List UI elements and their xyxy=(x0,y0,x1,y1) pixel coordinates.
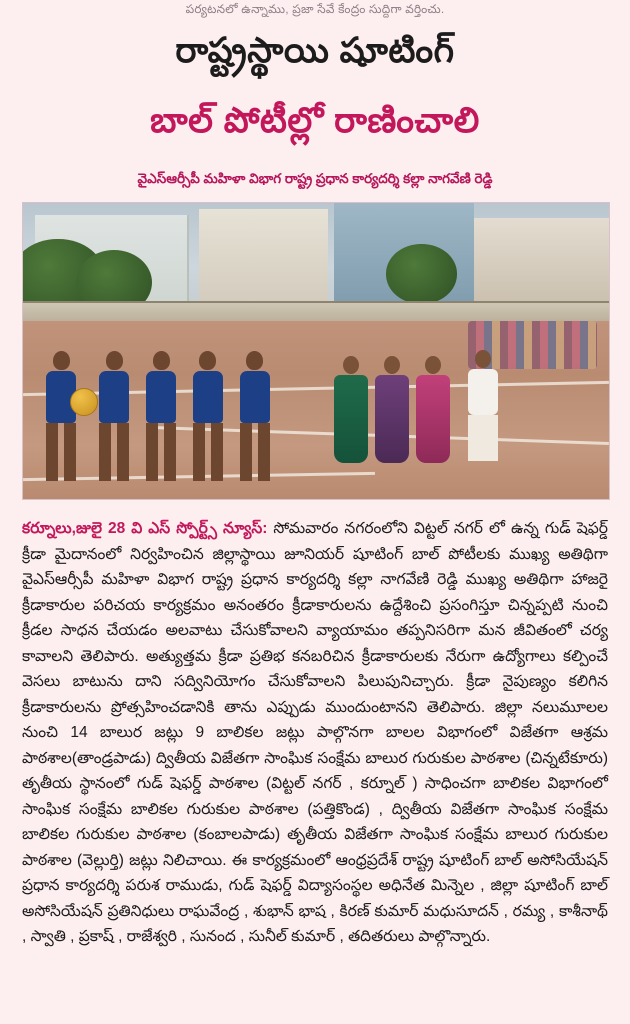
player-legs xyxy=(46,423,76,481)
guest-saree xyxy=(375,375,409,463)
photo-tree-3 xyxy=(386,244,456,303)
player-torso xyxy=(240,371,270,423)
article-dateline: కర్నూలు,జులై 28 వి ఎస్ స్పోర్ట్స్ న్యూస్: xyxy=(22,520,268,537)
player-torso xyxy=(193,371,223,423)
player-head xyxy=(153,351,170,370)
article-body-text: సోమవారం నగరంలోని విట్టల్ నగర్ లో ఉన్న గుడ్ షెఫర్డ్ క్రీడా మైదానంలో నిర్వహించిన జిల్లాస్థాయి జూనియర్ షూటింగ్ బాల్ పోటీలకు ముఖ్య అతిథిగా వైఎస్ఆర్సీపీ మహిళా విభాగ రాష్ట్ర ప్రధాన కార్యదర్శి కల్లా నాగవేణి రెడ్డి ముఖ్య అతిథిగా హాజరై క్రీడాకారుల పరిచయ కార్యక్రమం అనంతరం క్రీడాకారులను ఉద్దేశించి ప్రసంగిస్తూ చిన్నప్పటి నుంచి క్రీడల సాధన చేయడం అలవాటు చేసుకోవాలని వ్యాయామం తప్పనిసరిగా మన జీవితంలో చర్య కావాలని తెలిపారు. అత్యుత్తమ క్రీడా ప్రతిభ కనబరిచిన క్రీడాకారులకు నేరుగా ఉద్యోగాలు కల్పించే వెసలు బాటును దాని సద్వినియోగం చేసుకోవాలని పిలుపునిచ్చారు. క్రీడా నైపుణ్యం కలిగిన క్రీడాకారులను ప్రోత్సహించడానికి తాను ఎప్పుడు ముందుంటానని తెలిపారు. జిల్లా నలుమూలల నుంచి 14 బాలుర జట్లు 9 బాలికల జట్లు పాల్గొనగా బాలల విభాగంలో విజేతగా ఆశ్రమ పాఠశాల(తాండ్రపాడు) ద్వితీయ విజేతగా సాంఘిక సంక్షేమ బాలుర గురుకుల పాఠశాల (చిన్నటేకూరు) తృతీయ స్థానంలో గుడ్ షెఫర్డ్ పాఠశాల (విట్టల్ నగర్ , కర్నూల్ ) సాధించగా బాలికల విభాగంలో సాంఘిక సంక్షేమ బాలికల గురుకుల పాఠశాల (పత్తికొండ) , ద్వితీయ విజేతగా సాంఘిక సంక్షేమ బాలికల గురుకుల పాఠశాల (కంబాలపాడు) తృతీయ విజేతగా సాంఘిక సంక్షేమ బాలుర గురుకుల పాఠశాల (వెల్లుర్తి) జట్లు నిలిచాయి. ఈ కార్యక్రమంలో ఆంధ్రప్రదేశ్ రాష్ట్ర షూటింగ్ బాల్ అసోసియేషన్ ప్రధాన కార్యదర్శి పరుశ రాముడు, గుడ్ షెఫర్డ్ విద్యాసంస్థల అధినేత మిన్నెల , జిల్లా షూటింగ్ బాల్ అసోసియేషన్ ప్రతినిధులు రాఘవేంద్ర , శుభాన్ భాష , కిరణ్ కుమార్ మధుసూదన్ , రమ్య , కాశీనాథ్ , స్వాతి , ప్రకాష్ , రాజేశ్వరి , సునంద , సునీల్ కుమార్ , తదితరులు పాల్గొన్నారు. xyxy=(22,520,608,945)
photo-player-1 xyxy=(46,351,76,481)
guest-head xyxy=(425,356,441,374)
photo-player-4 xyxy=(193,351,223,481)
photo-guest-woman-2 xyxy=(375,356,409,463)
photo-shooting-ball xyxy=(70,388,98,416)
player-head xyxy=(246,351,263,370)
photo-player-5 xyxy=(240,351,270,481)
photo-guest-woman-1 xyxy=(334,356,368,463)
guest-saree xyxy=(416,375,450,463)
player-torso xyxy=(146,371,176,423)
headline-line-2: బాల్ పోటీల్లో రాణించాలి xyxy=(150,101,480,140)
player-head xyxy=(53,351,70,370)
guest-saree xyxy=(334,375,368,463)
player-head xyxy=(199,351,216,370)
photo-building-right xyxy=(474,218,609,307)
guest-dhoti xyxy=(468,415,498,461)
player-legs xyxy=(240,423,270,481)
top-cut-off-text: పర్యటనలో ఉన్నాము, ప్రజా సేవే కేంద్రం సుద్దిగా వర్తించు. xyxy=(185,2,445,16)
photo-guest-man xyxy=(468,350,498,461)
article-photo xyxy=(22,202,610,500)
sub-headline: వైఎస్ఆర్సీపీ మహిళా విభాగ రాష్ట్ర ప్రధాన కార్యదర్శి కల్లా నాగవేణి రెడ్డి xyxy=(137,171,493,186)
guest-head xyxy=(343,356,359,374)
guest-head xyxy=(475,350,491,368)
player-head xyxy=(106,351,123,370)
photo-player-3 xyxy=(146,351,176,481)
photo-compound-wall xyxy=(23,301,609,324)
guest-shirt xyxy=(468,369,498,415)
player-legs xyxy=(146,423,176,481)
photo-player-2 xyxy=(99,351,129,481)
player-legs xyxy=(193,423,223,481)
player-legs xyxy=(99,423,129,481)
photo-guest-woman-3 xyxy=(416,356,450,463)
photo-building-mid-left xyxy=(199,209,328,307)
player-torso xyxy=(99,371,129,423)
article-body xyxy=(22,516,608,950)
guest-head xyxy=(384,356,400,374)
headline-line-1: రాష్ట్రస్థాయి షూటింగ్ xyxy=(175,31,455,70)
